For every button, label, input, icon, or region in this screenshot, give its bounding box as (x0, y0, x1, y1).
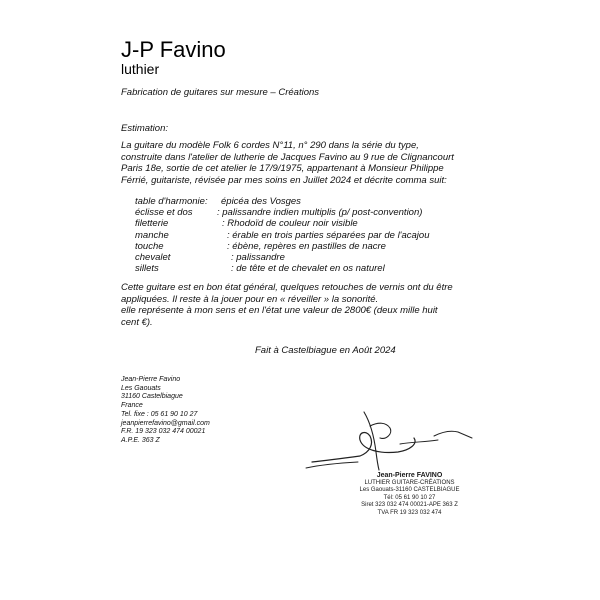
conclusion-paragraph (121, 282, 481, 328)
conclusion-line: cent €). (121, 316, 153, 328)
place-date: Fait à Castelbiague en Août 2024 (255, 345, 396, 356)
conclusion-line: Cette guitare est en bon état général, quelques retouches de vernis ont du être (121, 282, 453, 293)
estimation-heading: Estimation: (121, 123, 168, 134)
handwritten-signature (300, 392, 480, 482)
intro-line: La guitare du modèle Folk 6 cordes N°11, n° 290 dans la série du type, (121, 140, 419, 151)
stamp-activity: LUTHIER GUITARE-CRÉATIONS (364, 479, 455, 486)
conclusion-line: elle représente à mon sens et en l'état une valeur de 2800€ (deux mille huit (121, 305, 438, 316)
tagline: Fabrication de guitares sur mesure – Créations (121, 87, 320, 98)
contact-block (121, 376, 210, 446)
stamp-name: Jean-Pierre FAVINO (376, 472, 443, 479)
contact-email: jeanpierrefavino@gmail.com (121, 419, 210, 427)
contact-address: Les Gaouats (121, 384, 161, 392)
spec-value: : palissandre indien multiplis (p/ post-convention) (217, 207, 423, 219)
spec-label: sillets (135, 263, 159, 275)
spec-label: filetterie (135, 218, 169, 230)
stamp-tva: TVA FR 19 323 032 474 (377, 509, 442, 516)
spec-label: manche (135, 229, 169, 241)
intro-paragraph (121, 140, 481, 186)
spec-value: : Rhodoïd de couleur noir visible (222, 218, 358, 230)
contact-city: 31160 Castelbiague (121, 393, 183, 401)
stamp-address: Les Gaouats-31160 CASTELBIAGUE (359, 487, 460, 493)
stamp-siret: Siret 323 032 474 00021-APE 363 Z (361, 502, 458, 508)
spec-value: : palissandre (231, 251, 285, 263)
spec-label: éclisse et dos (135, 207, 193, 219)
contact-name: Jean-Pierre Favino (121, 376, 181, 383)
spec-label: touche (135, 240, 164, 252)
luthier-name: J-P Favino (121, 37, 226, 62)
spec-label: chevalet (135, 251, 171, 263)
spec-value: : de tête et de chevalet en os naturel (231, 263, 385, 275)
contact-ape: A.P.E. 363 Z (121, 436, 160, 444)
contact-phone: Tel. fixe : 05 61 90 10 27 (121, 410, 198, 418)
spec-value: : ébène, repères en pastilles de nacre (227, 240, 386, 252)
conclusion-line: appliquées. Il reste à la jouer pour en « réveiller » la sonorité. (121, 293, 379, 305)
contact-country: France (121, 402, 143, 410)
intro-line: Paris 18e, sortie de cet atelier le 17/9/1975, appartenant à Monsieur Philippe (121, 163, 444, 174)
spec-label: table d'harmonie: (135, 196, 208, 207)
profession-label: luthier (121, 61, 160, 77)
company-stamp (347, 472, 472, 517)
spec-value: épicéa des Vosges (221, 196, 301, 207)
intro-line: construite dans l'atelier de lutherie de Jacques Favino au 9 rue de Clignancourt (121, 151, 454, 163)
spec-value: : érable en trois parties séparées par de l'acajou (227, 229, 430, 241)
stamp-phone: Tél: 05 61 90 10 27 (383, 494, 436, 501)
intro-line: Férrié, guitariste, révisée par mes soins en Juillet 2024 et décrite comma suit: (121, 174, 447, 186)
contact-fr: F.R. 19 323 032 474 00021 (121, 428, 206, 436)
